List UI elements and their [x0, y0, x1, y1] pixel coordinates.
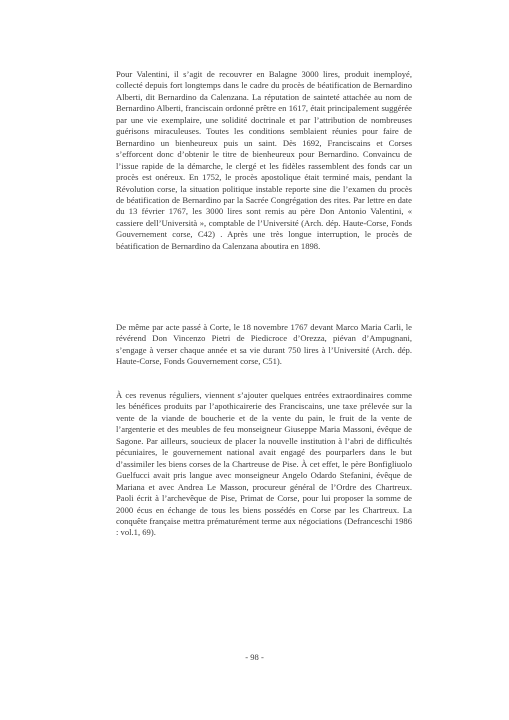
paragraph-2: [116, 322, 412, 368]
paragraph-text: De même par acte passé à Corte, le 18 novembre 1767 devant Marco Maria Carli, le révérend Don Vincenzo Pietri de Piedicroce d’Orezza, piévan d’Ampugnani, s’engage à verser chaque année et sa vie durant 750 lires à l’Université (Arch. dép. Haute-Corse, Fonds Gouvernement corse, C51).: [116, 322, 412, 367]
paragraph-text: Pour Valentini, il s’agit de recouvrer en Balagne 3000 lires, produit inemployé, collecté depuis fort longtemps dans le cadre du procès de béatification de Bernardino Alberti, dit Bernardino da Calenzana. La réputation de sainteté attachée au nom de Bernardino Alberti, franciscain ordonné prêtre en 1617, était principalement suggérée par une vie exemplaire, une solidité doctrinale et par l’attribution de nombreuses guérisons miraculeuses. Toutes les conditions semblaient réunies pour faire de Bernardino un bienheureux puis un saint. Dès 1692, Franciscains et Corses s’efforcent donc d’obtenir le titre de bienheureux pour Bernardino. Convaincu de l’issue rapide de la démarche, le clergé et les fidèles rassemblent des fonds car un procès est onéreux. En 1752, le procès apostolique était terminé mais, pendant la Révolution corse, la situation politique instable reporte sine die l’examen du procès de béatification de Bernardino par la Sacrée Congrégation des rites. Par lettre en date du 13 février 1767, les 3000 lires sont remis au père Don Antonio Valentini, « cassiere dell’Università », comptable de l’Université (Arch. dép. Haute-Corse, Fonds Gouvernement corse, C42) . Après une très longue interruption, le procès de béatification de Bernardino da Calenzana aboutira en 1898.: [116, 69, 412, 251]
paragraph-3: [116, 390, 412, 539]
page-number: - 98 -: [245, 652, 264, 662]
paragraph-1: [116, 69, 412, 252]
paragraph-text: À ces revenus réguliers, viennent s’ajouter quelques entrées extraordinaires comme les bénéfices produits par l’apothicairerie des Franciscains, une taxe prélevée sur la vente de la viande de boucherie et de la vente du pain, le fruit de la vente de l’argenterie et des meubles de feu monseigneur Giuseppe Maria Massoni, évêque de Sagone. Par ailleurs, soucieux de placer la nouvelle institution à l’abri de difficultés pécuniaires, le gouvernement national avait engagé des pourparlers dans le but d’assimiler les biens corses de la Chartreuse de Pise. À cet effet, le père Bonfigliuolo Guelfucci avait pris langue avec monseigneur Angelo Odardo Stefanini, évêque de Mariana et avec Andrea Le Masson, procureur général de l’Ordre des Chartreux. Paoli écrit à l’archevêque de Pise, Primat de Corse, pour lui proposer la somme de 2000 écus en échange de tous les biens possédés en Corse par les Chartreux. La conquête française mettra prématurément terme aux négociations (Defranceschi 1986 : vol.1, 69).: [116, 390, 412, 538]
